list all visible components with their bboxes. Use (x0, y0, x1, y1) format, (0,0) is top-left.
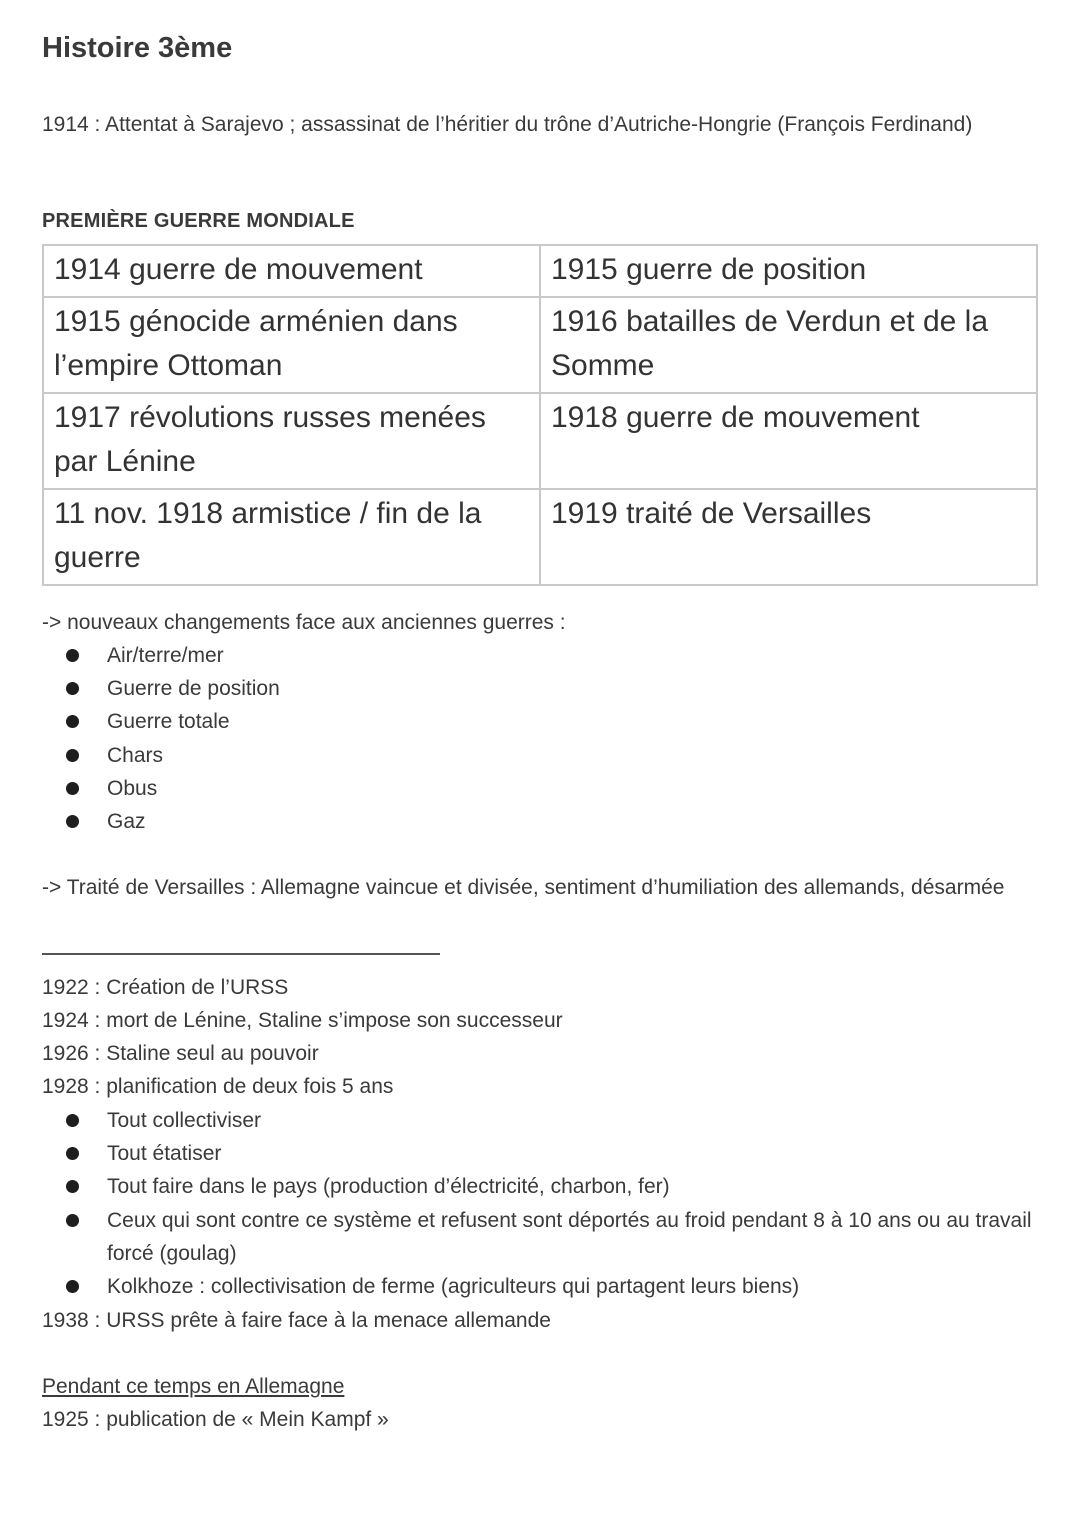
table-cell: 1915 guerre de position (540, 245, 1037, 297)
germany-line: 1925 : publication de « Mein Kampf » (42, 1408, 389, 1431)
table-cell: 11 nov. 1918 armistice / fin de la guerre (43, 489, 540, 585)
list-item-text: Guerre totale (107, 710, 230, 734)
list-item-text: Guerre de position (107, 677, 280, 701)
section-divider (42, 953, 440, 955)
urss-line: 1928 : planification de deux fois 5 ans (42, 1075, 394, 1098)
list-item (42, 639, 1038, 672)
page-title: Histoire 3ème (42, 32, 233, 64)
urss-line: 1922 : Création de l’URSS (42, 976, 289, 999)
versailles-paragraph: -> Traité de Versailles : Allemagne vaincue et divisée, sentiment d’humiliation des allemands, désarmée (42, 876, 1005, 899)
list-item-text: Tout collectiviser (107, 1109, 262, 1132)
list-item (42, 1270, 1038, 1303)
table-cell: 1917 révolutions russes menées par Lénine (43, 393, 540, 489)
table-cell: 1919 traité de Versailles (540, 489, 1037, 585)
list-item (42, 672, 1038, 705)
table-cell: 1915 génocide arménien dans l’empire Ottoman (43, 297, 540, 393)
table-row (43, 297, 1037, 393)
bullet-icon (66, 1114, 79, 1127)
list-item (42, 1104, 1038, 1137)
bullet-icon (66, 1147, 79, 1160)
urss-line: 1924 : mort de Lénine, Staline s’impose son successeur (42, 1009, 563, 1032)
table-cell: 1918 guerre de mouvement (540, 393, 1037, 489)
planification-list (42, 1104, 1038, 1303)
list-item-text: Chars (107, 743, 164, 767)
bullet-icon (66, 1180, 79, 1193)
list-item-text: Kolkhoze : collectivisation de ferme (agriculteurs qui partagent leurs biens) (107, 1275, 800, 1299)
germany-heading: Pendant ce temps en Allemagne (42, 1375, 345, 1398)
list-item-text: Tout faire dans le pays (production d’électricité, charbon, fer) (107, 1175, 670, 1199)
list-item (42, 805, 1038, 838)
bullet-icon (66, 749, 79, 762)
list-item-text: Gaz (107, 810, 146, 834)
table-row (43, 245, 1037, 297)
bullet-icon (66, 682, 79, 695)
list-item-text: Air/terre/mer (107, 644, 224, 667)
table-row (43, 393, 1037, 489)
list-item (42, 772, 1038, 805)
section-heading-ww1: PREMIÈRE GUERRE MONDIALE (42, 210, 355, 232)
changes-list (42, 639, 1038, 838)
table-cell: 1914 guerre de mouvement (43, 245, 540, 297)
bullet-icon (66, 715, 79, 728)
bullet-icon (66, 782, 79, 795)
list-item-text: Obus (107, 776, 158, 800)
urss-line: 1938 : URSS prête à faire face à la menace allemande (42, 1309, 551, 1332)
list-item (42, 739, 1038, 772)
list-item (42, 1170, 1038, 1203)
list-item (42, 1204, 1038, 1270)
ww1-timeline-table (42, 244, 1038, 586)
list-item-text: Ceux qui sont contre ce système et refusent sont déportés au froid pendant 8 à 10 ans ou au travail forcé (goulag) (107, 1208, 1032, 1265)
list-item (42, 705, 1038, 738)
changes-intro: -> nouveaux changements face aux anciennes guerres : (42, 611, 566, 634)
list-item-text: Tout étatiser (107, 1142, 222, 1166)
bullet-icon (66, 815, 79, 828)
table-row (43, 489, 1037, 585)
urss-line: 1926 : Staline seul au pouvoir (42, 1042, 319, 1065)
bullet-icon (66, 649, 79, 662)
list-item (42, 1137, 1038, 1170)
intro-paragraph: 1914 : Attentat à Sarajevo ; assassinat de l’héritier du trône d’Autriche-Hongrie (François Ferdinand) (42, 113, 973, 136)
bullet-icon (66, 1214, 79, 1227)
bullet-icon (66, 1280, 79, 1293)
table-cell: 1916 batailles de Verdun et de la Somme (540, 297, 1037, 393)
